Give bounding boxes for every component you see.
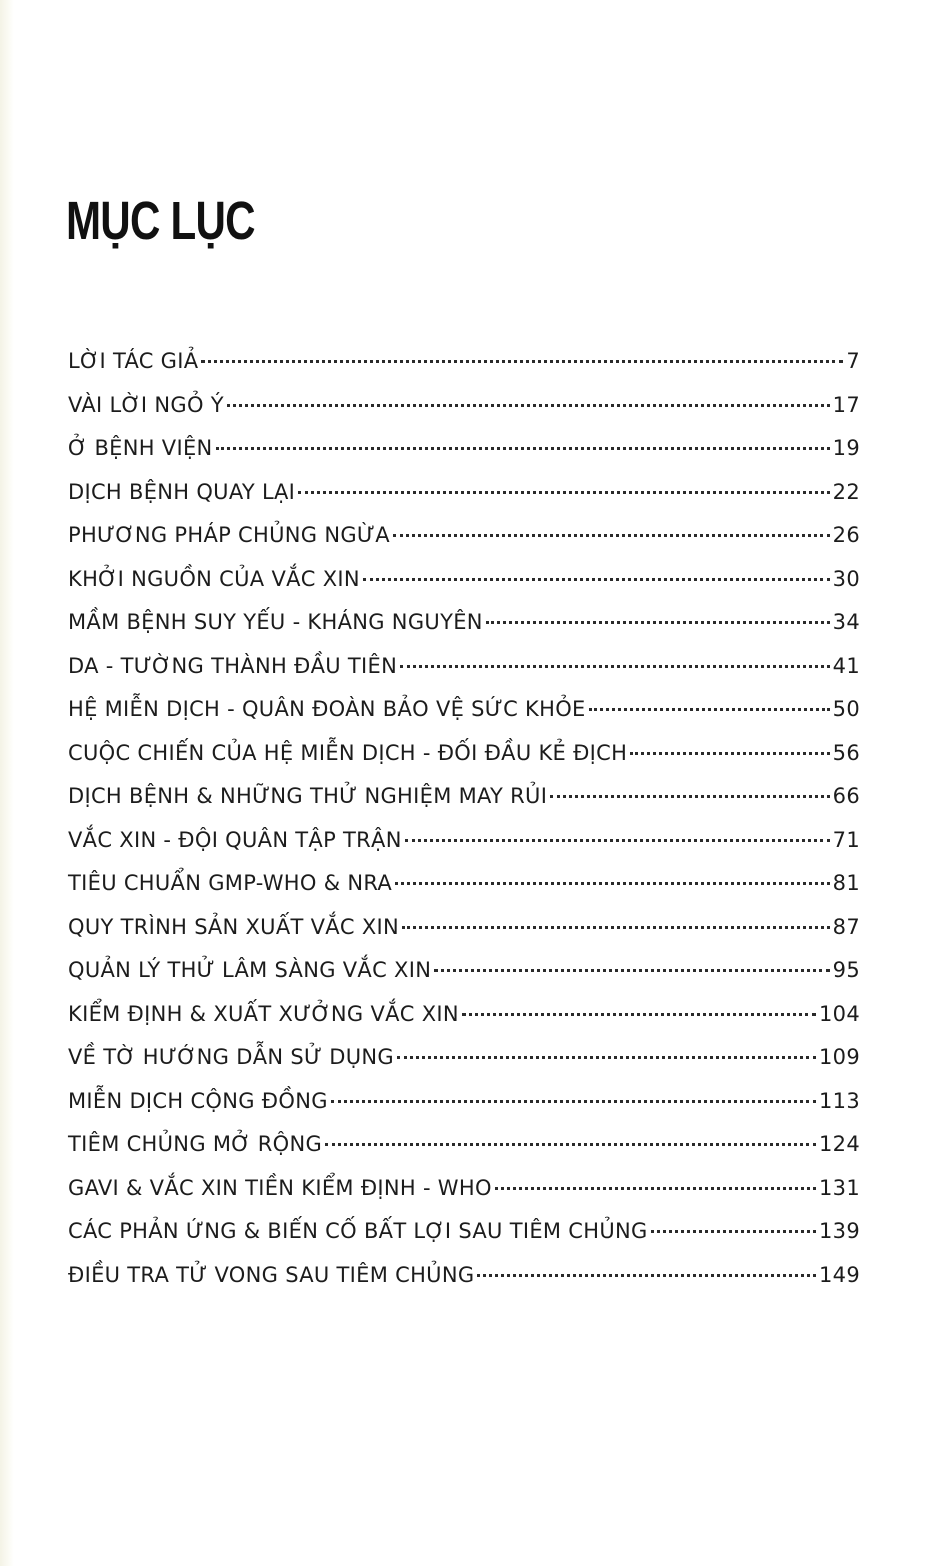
toc-entry-title: DA - TƯỜNG THÀNH ĐẦU TIÊN [68, 653, 398, 678]
toc-dot-leader [550, 795, 829, 798]
toc-dot-leader [363, 578, 830, 581]
toc-page-number: 66 [832, 784, 860, 808]
toc-page-number: 56 [832, 740, 860, 765]
toc-page-number: 139 [819, 1219, 860, 1243]
toc-page-number: 71 [832, 827, 860, 852]
toc-entry-title: QUY TRÌNH SẢN XUẤT VẮC XIN [68, 914, 400, 939]
toc-page-number: 7 [846, 349, 860, 373]
toc-entry-title: TIÊU CHUẨN GMP-WHO & NRA [68, 871, 393, 895]
toc-entry[interactable] [68, 906, 860, 950]
toc-entry[interactable] [68, 471, 860, 515]
toc-dot-leader [216, 447, 830, 450]
toc-dot-leader [477, 1274, 816, 1277]
toc-entry[interactable] [68, 1036, 860, 1080]
toc-dot-leader [486, 621, 830, 624]
toc-entry[interactable] [68, 601, 860, 645]
toc-dot-leader [589, 708, 830, 711]
toc-dot-leader [397, 1056, 816, 1059]
toc-page-number: 34 [832, 610, 860, 634]
toc-entry-title: HỆ MIỄN DỊCH - QUÂN ĐOÀN BẢO VỆ SỨC KHỎE [68, 697, 586, 721]
toc-entry-title: CÁC PHẢN ỨNG & BIẾN CỐ BẤT LỢI SAU TIÊM CHỦNG [68, 1219, 648, 1243]
toc-dot-leader [630, 752, 829, 755]
toc-entry[interactable] [68, 1254, 860, 1298]
toc-dot-leader [495, 1187, 816, 1190]
table-of-contents [68, 340, 860, 1297]
toc-entry-title: KHỞI NGUỒN CỦA VẮC XIN [68, 566, 360, 591]
toc-entry-title: Ở BỆNH VIỆN [68, 436, 213, 460]
toc-entry-title: GAVI & VẮC XIN TIỀN KIỂM ĐỊNH - WHO [68, 1175, 492, 1200]
toc-entry-title: CUỘC CHIẾN CỦA HỆ MIỄN DỊCH - ĐỐI ĐẦU KẺ ĐỊCH [68, 740, 628, 765]
toc-entry[interactable] [68, 775, 860, 819]
toc-entry[interactable] [68, 949, 860, 993]
toc-entry[interactable] [68, 645, 860, 689]
toc-page-number: 30 [832, 566, 860, 591]
toc-page-number: 104 [819, 1001, 860, 1026]
toc-dot-leader [325, 1143, 816, 1146]
toc-page-number: 109 [819, 1045, 860, 1069]
toc-entry[interactable] [68, 384, 860, 428]
toc-dot-leader [201, 360, 843, 363]
toc-dot-leader [395, 882, 830, 885]
toc-entry-title: MIỄN DỊCH CỘNG ĐỒNG [68, 1088, 328, 1113]
toc-entry[interactable] [68, 427, 860, 471]
toc-page-number: 26 [832, 523, 860, 547]
toc-dot-leader [434, 969, 829, 972]
toc-entry[interactable] [68, 514, 860, 558]
page-title: MỤC LỤC [66, 191, 255, 251]
toc-page-number: 81 [832, 871, 860, 895]
toc-page-number: 95 [832, 958, 860, 982]
toc-dot-leader [227, 404, 830, 407]
toc-page-number: 17 [832, 392, 860, 417]
toc-entry[interactable] [68, 558, 860, 602]
toc-page-number: 50 [832, 697, 860, 721]
toc-dot-leader [462, 1013, 816, 1016]
toc-entry-title: ĐIỀU TRA TỬ VONG SAU TIÊM CHỦNG [68, 1262, 475, 1287]
toc-entry-title: KIỂM ĐỊNH & XUẤT XƯỞNG VẮC XIN [68, 1001, 459, 1026]
toc-entry[interactable] [68, 688, 860, 732]
toc-entry[interactable] [68, 993, 860, 1037]
toc-entry-title: DỊCH BỆNH & NHỮNG THỬ NGHIỆM MAY RỦI [68, 784, 548, 808]
toc-page-number: 124 [819, 1132, 860, 1156]
toc-entry[interactable] [68, 1167, 860, 1211]
toc-entry[interactable] [68, 1210, 860, 1254]
toc-entry[interactable] [68, 732, 860, 776]
toc-page-number: 149 [819, 1262, 860, 1287]
toc-entry-title: QUẢN LÝ THỬ LÂM SÀNG VẮC XIN [68, 958, 432, 982]
toc-entry-title: VÀI LỜI NGỎ Ý [68, 392, 224, 417]
toc-page-number: 19 [832, 436, 860, 460]
toc-entry-title: LỜI TÁC GIẢ [68, 349, 199, 373]
toc-entry[interactable] [68, 1080, 860, 1124]
toc-page-number: 131 [819, 1175, 860, 1200]
toc-dot-leader [400, 665, 830, 668]
toc-entry-title: VỀ TỜ HƯỚNG DẪN SỬ DỤNG [68, 1045, 394, 1069]
toc-entry-title: VẮC XIN - ĐỘI QUÂN TẬP TRẬN [68, 827, 402, 852]
toc-entry[interactable] [68, 862, 860, 906]
toc-entry-title: TIÊM CHỦNG MỞ RỘNG [68, 1132, 323, 1156]
toc-dot-leader [405, 839, 830, 842]
toc-entry[interactable] [68, 1123, 860, 1167]
toc-page-number: 87 [832, 914, 860, 939]
toc-dot-leader [402, 926, 830, 929]
toc-dot-leader [331, 1100, 816, 1103]
toc-entry-title: MẦM BỆNH SUY YẾU - KHÁNG NGUYÊN [68, 610, 483, 634]
toc-entry-title: PHƯƠNG PHÁP CHỦNG NGỪA [68, 523, 390, 547]
toc-entry[interactable] [68, 819, 860, 863]
toc-dot-leader [298, 491, 830, 494]
toc-dot-leader [651, 1230, 816, 1233]
toc-entry[interactable] [68, 340, 860, 384]
toc-dot-leader [393, 534, 830, 537]
toc-page-number: 41 [832, 653, 860, 678]
toc-entry-title: DỊCH BỆNH QUAY LẠI [68, 479, 296, 504]
toc-page-number: 113 [819, 1088, 860, 1113]
toc-page-number: 22 [832, 479, 860, 504]
page-edge-shadow [0, 0, 14, 1566]
